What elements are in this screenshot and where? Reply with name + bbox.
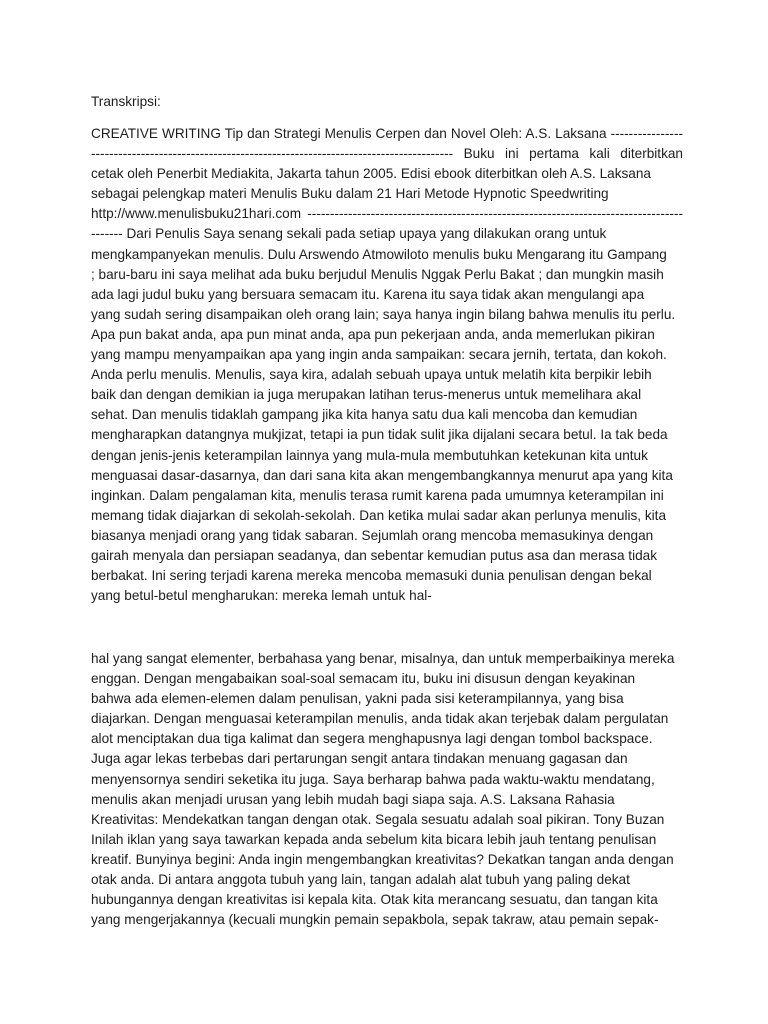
text-line: Kreativitas: Mendekatkan tangan dengan otak. Segala sesuatu adalah soal pikiran. Tony Buzan	[91, 811, 665, 827]
transcript-heading: Transkripsi:	[91, 94, 161, 109]
text-line: menyensornya sendiri seketika itu juga. Saya berharap bahwa pada waktu-waktu mendatang,	[91, 771, 655, 787]
text-line: ada lagi judul buku yang bersuara semacam itu. Karena itu saya tidak akan mengulangi apa	[91, 286, 645, 302]
text-line: alot menciptakan dua tiga kalimat dan segera menghapusnya lagi dengan tombol backspace.	[91, 731, 653, 747]
text-line: Juga agar lekas terbebas dari pertarungan sengit antara tindakan menuang gagasan dan	[91, 751, 628, 767]
text-line: -------------------------------------------------------------------------------- Buku ini pertama kali diterbitkan	[91, 146, 683, 162]
text-line: sebagai pelengkap materi Menulis Buku dalam 21 Hari Metode Hypnotic Speedwriting	[91, 186, 609, 202]
text-line: inginkan. Dalam pengalaman kita, menulis terasa rumit karena pada umumnya keterampilan ini	[91, 487, 664, 503]
text-line: yang betul-betul mengharukan: mereka lemah untuk hal-	[91, 588, 432, 604]
text-line: sehat. Dan menulis tidaklah gampang jika kita hanya satu dua kali mencoba dan kemudian	[91, 407, 638, 423]
text-line: dengan jenis-jenis keterampilan lainnya yang mula-mula membutuhkan ketekunan kita untuk	[91, 447, 648, 463]
text-line: baik dan dengan demikian ia juga merupakan latihan terus-menerus untuk memelihara akal	[91, 387, 642, 403]
text-line: enggan. Dengan mengabaikan soal-soal semacam itu, buku ini disusun dengan keyakinan	[91, 671, 636, 687]
text-line: bahwa ada elemen-elemen dalam penulisan, yakni pada sisi keterampilannya, yang bisa	[91, 691, 624, 707]
text-line: yang mampu menyampaikan apa yang ingin anda sampaikan: secara jernih, tertata, dan kokoh.	[91, 347, 667, 363]
paragraph-block-2	[91, 649, 683, 930]
text-line: ; baru-baru ini saya melihat ada buku berjudul Menulis Nggak Perlu Bakat ; dan mungkin masih	[91, 266, 664, 282]
text-line: hal yang sangat elementer, berbahasa yang benar, misalnya, dan untuk memperbaikinya mereka	[91, 651, 675, 666]
text-line: http://www.menulisbuku21hari.com -----------------------------------------------------------------------------------	[91, 206, 683, 222]
text-line: menguasai dasar-dasarnya, dan dari sana kita akan mengembangkannya menurut apa yang kita	[91, 467, 673, 483]
text-line: gairah menyala dan persiapan seadanya, dan sebentar kemudian putus asa dan merasa tidak	[91, 547, 658, 563]
text-line: diajarkan. Dengan menguasai keterampilan menulis, anda tidak akan terjebak dalam pergulatan	[91, 711, 669, 727]
text-line: menulis akan menjadi urusan yang lebih mudah bagi siapa saja. A.S. Laksana Rahasia	[91, 791, 615, 807]
text-line: CREATIVE WRITING Tip dan Strategi Menulis Cerpen dan Novel Oleh: A.S. Laksana ----------------	[91, 126, 683, 141]
text-line: yang mengerjakannya (kecuali mungkin pemain sepakbola, sepak takraw, atau pemain sepak-	[91, 912, 659, 928]
paragraph-block-1	[91, 124, 683, 606]
text-line: Inilah iklan yang saya tawarkan kepada anda sebelum kita bicara lebih jauh tentang penulisan	[91, 831, 657, 847]
text-line: mengkampanyekan menulis. Dulu Arswendo Atmowiloto menulis buku Mengarang itu Gampang	[91, 246, 667, 262]
text-line: otak anda. Di antara anggota tubuh yang lain, tangan adalah alat tubuh yang paling dekat	[91, 872, 630, 888]
text-line: hubungannya dengan kreativitas isi kepala kita. Otak kita merancang sesuatu, dan tangan kita	[91, 892, 658, 908]
text-line: mengharapkan datangnya mukjizat, tetapi ia pun tidak sulit jika dijalani secara betul. Ia tak beda	[91, 427, 668, 443]
text-line: yang sudah sering disampaikan oleh orang lain; saya hanya ingin bilang bahwa menulis itu perlu.	[91, 306, 676, 322]
text-line: memang tidak diajarkan di sekolah-sekolah. Dan ketika mulai sadar akan perlunya menulis, kita	[91, 507, 667, 523]
text-line: kreatif. Bunyinya begini: Anda ingin mengembangkan kreativitas? Dekatkan tangan anda dengan	[91, 851, 674, 867]
text-line: cetak oleh Penerbit Mediakita, Jakarta tahun 2005. Edisi ebook diterbitkan oleh A.S. Laksana	[91, 166, 651, 182]
text-line: Apa pun bakat anda, apa pun minat anda, apa pun pekerjaan anda, anda memerlukan pikiran	[91, 326, 655, 342]
text-line: ------- Dari Penulis Saya senang sekali pada setiap upaya yang dilakukan orang untuk	[91, 226, 607, 242]
text-line: Anda perlu menulis. Menulis, saya kira, adalah sebuah upaya untuk melatih kita berpikir lebih	[91, 367, 652, 383]
text-line: berbakat. Ini sering terjadi karena mereka mencoba memasuki dunia penulisan dengan bekal	[91, 568, 652, 584]
text-line: biasanya menjadi orang yang tidak sabaran. Sejumlah orang mencoba memasukinya dengan	[91, 527, 654, 543]
